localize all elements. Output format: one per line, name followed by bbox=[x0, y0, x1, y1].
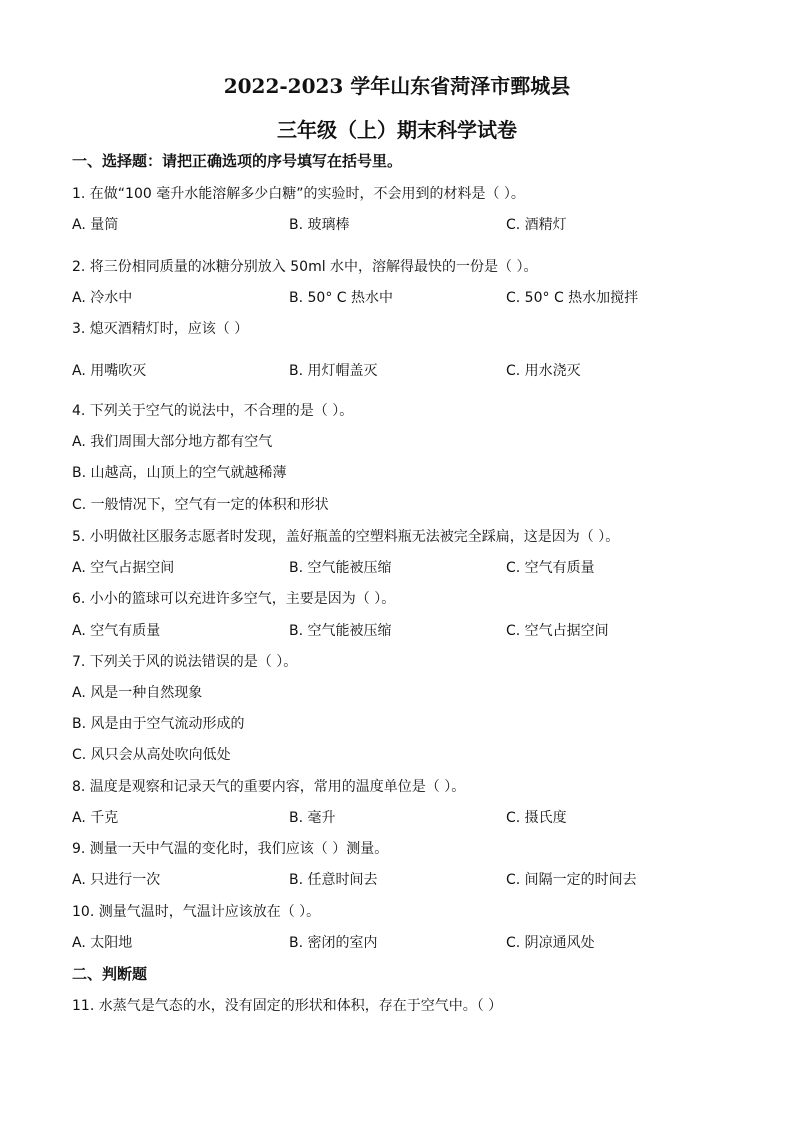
q2-option-b: B. 50° C 热水中 bbox=[289, 290, 393, 306]
section-heading-choice: 一、选择题：请把正确选项的序号填写在括号里。 bbox=[72, 152, 403, 170]
q2-option-c: C. 50° C 热水加搅拌 bbox=[506, 290, 639, 306]
q4-option-b: B. 山越高，山顶上的空气就越稀薄 bbox=[72, 465, 287, 481]
q8-option-a: A. 千克 bbox=[72, 810, 119, 826]
q6-option-a: A. 空气有质量 bbox=[72, 623, 161, 639]
q8-option-c: C. 摄氏度 bbox=[506, 810, 567, 826]
q6-option-c: C. 空气占据空间 bbox=[506, 623, 609, 639]
q8-option-b: B. 毫升 bbox=[289, 810, 336, 826]
q1-option-c: C. 酒精灯 bbox=[506, 217, 567, 233]
question-3: 3. 熄灭酒精灯时，应该（ ） bbox=[72, 321, 249, 337]
q10-option-c: C. 阴凉通风处 bbox=[506, 935, 595, 951]
section-heading-judgement: 二、判断题 bbox=[72, 965, 148, 983]
question-2: 2. 将三份相同质量的冰糖分别放入 50ml 水中，溶解得最快的一份是（ ）。 bbox=[72, 259, 538, 275]
q3-option-b: B. 用灯帽盖灭 bbox=[289, 363, 378, 379]
q10-option-b: B. 密闭的室内 bbox=[289, 935, 378, 951]
q5-option-a: A. 空气占据空间 bbox=[72, 560, 175, 576]
q7-option-c: C. 风只会从高处吹向低处 bbox=[72, 747, 231, 763]
q10-option-a: A. 太阳地 bbox=[72, 935, 133, 951]
question-8: 8. 温度是观察和记录天气的重要内容，常用的温度单位是（ ）。 bbox=[72, 779, 466, 795]
q3-option-c: C. 用水浇灭 bbox=[506, 363, 581, 379]
q5-option-c: C. 空气有质量 bbox=[506, 560, 595, 576]
q9-option-b: B. 任意时间去 bbox=[289, 872, 378, 888]
q2-option-a: A. 冷水中 bbox=[72, 290, 133, 306]
exam-title-line2: 三年级（上）期末科学试卷 bbox=[277, 118, 517, 142]
question-4: 4. 下列关于空气的说法中，不合理的是（ ）。 bbox=[72, 403, 354, 419]
q3-option-a: A. 用嘴吹灭 bbox=[72, 363, 147, 379]
q9-option-c: C. 间隔一定的时间去 bbox=[506, 872, 637, 888]
q1-option-a: A. 量筒 bbox=[72, 217, 119, 233]
q7-option-a: A. 风是一种自然现象 bbox=[72, 685, 203, 701]
question-5: 5. 小明做社区服务志愿者时发现，盖好瓶盖的空塑料瓶无法被完全踩扁，这是因为（ ）。 bbox=[72, 529, 620, 545]
q4-option-c: C. 一般情况下，空气有一定的体积和形状 bbox=[72, 497, 329, 513]
q6-option-b: B. 空气能被压缩 bbox=[289, 623, 392, 639]
exam-title-line1: 2022-2023 学年山东省菏泽市鄄城县 bbox=[223, 74, 571, 98]
q7-option-b: B. 风是由于空气流动形成的 bbox=[72, 716, 245, 732]
q9-option-a: A. 只进行一次 bbox=[72, 872, 161, 888]
question-9: 9. 测量一天中气温的变化时，我们应该（ ）测量。 bbox=[72, 841, 389, 857]
question-10: 10. 测量气温时，气温计应该放在（ ）。 bbox=[72, 904, 321, 920]
q5-option-b: B. 空气能被压缩 bbox=[289, 560, 392, 576]
question-11: 11. 水蒸气是气态的水，没有固定的形状和体积，存在于空气中。（ ） bbox=[72, 998, 503, 1014]
q1-option-b: B. 玻璃棒 bbox=[289, 217, 350, 233]
question-6: 6. 小小的篮球可以充进许多空气，主要是因为（ ）。 bbox=[72, 591, 396, 607]
question-1: 1. 在做“100 毫升水能溶解多少白糖”的实验时，不会用到的材料是（ ）。 bbox=[72, 186, 525, 202]
question-7: 7. 下列关于风的说法错误的是（ ）。 bbox=[72, 654, 298, 670]
q4-option-a: A. 我们周围大部分地方都有空气 bbox=[72, 434, 273, 450]
